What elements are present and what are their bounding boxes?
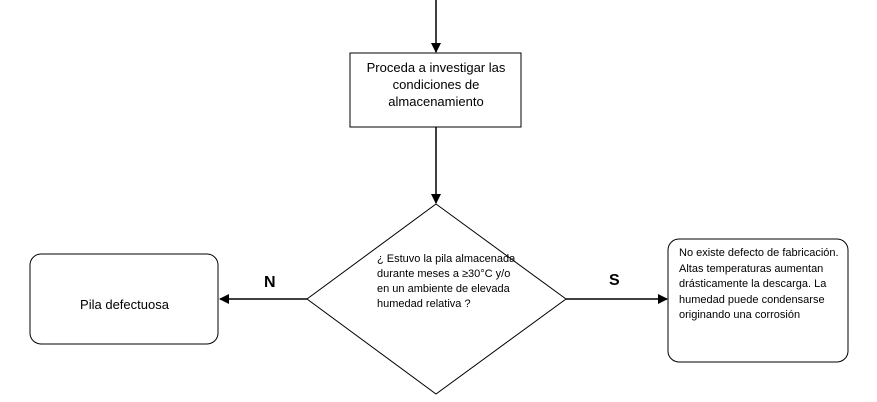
- result-no-defect-text: No existe defecto de fabricación. Altas temperaturas aumentan drásticamente la descarga. La humedad puede condensarse originando una corrosión: [679, 247, 839, 321]
- decision-question-text: ¿ Estuvo la pila almacenada durante meses a ≥30°C y/o en un ambiente de elevada humedad relativa ?: [377, 253, 516, 310]
- process-box-text: Proceda a investigar las condiciones de almacenamiento: [366, 60, 506, 109]
- result-defective-text: Pila defectuosa: [80, 297, 169, 312]
- no-branch-label: N: [264, 274, 276, 291]
- yes-branch-label: S: [609, 272, 620, 289]
